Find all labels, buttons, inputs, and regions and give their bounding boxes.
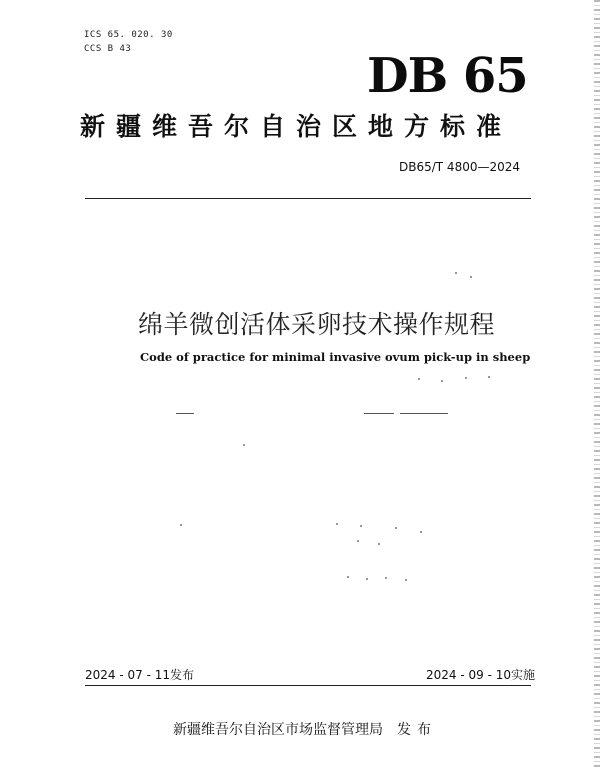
scan-artifact (357, 540, 359, 542)
scan-artifact (395, 527, 397, 529)
scan-artifact (347, 576, 349, 578)
scan-artifact (400, 413, 448, 414)
scan-artifact (441, 380, 443, 382)
scan-artifact (243, 444, 245, 446)
standard-category-title: 新疆维吾尔自治区地方标准 (80, 112, 513, 141)
scan-artifact (405, 579, 407, 581)
scan-artifact (336, 523, 338, 525)
scan-artifact (366, 578, 368, 580)
document-title-chinese: 绵羊微创活体采卵技术操作规程 (138, 310, 496, 339)
scan-edge (594, 0, 600, 767)
scan-artifact (360, 525, 362, 527)
scan-artifact (176, 413, 194, 414)
scan-artifact (378, 543, 380, 545)
standard-number: DB65/T 4800—2024 (399, 160, 521, 174)
ics-code: ICS 65. 020. 30 (84, 30, 173, 40)
classification-codes (84, 28, 173, 56)
implementation-date: 2024 - 09 - 10实施 (426, 668, 535, 682)
publish-label: 发布 (397, 722, 437, 738)
scan-artifact (364, 413, 394, 414)
publisher-name: 新疆维吾尔自治区市场监督管理局 (173, 722, 383, 738)
scan-artifact (488, 376, 490, 378)
scan-artifact (418, 378, 420, 380)
footer-divider (85, 685, 531, 686)
scan-artifact (385, 577, 387, 579)
scan-artifact (465, 377, 467, 379)
scan-artifact (455, 272, 457, 274)
ccs-code: CCS B 43 (84, 44, 132, 54)
scan-artifact (180, 524, 182, 526)
scan-artifact (420, 531, 422, 533)
header-divider (85, 198, 531, 199)
standard-logo: DB 65 (367, 48, 528, 104)
scan-artifact (470, 276, 472, 278)
issue-date: 2024 - 07 - 11发布 (85, 668, 194, 682)
document-title-english: Code of practice for minimal invasive ovum pick-up in sheep (140, 350, 531, 364)
